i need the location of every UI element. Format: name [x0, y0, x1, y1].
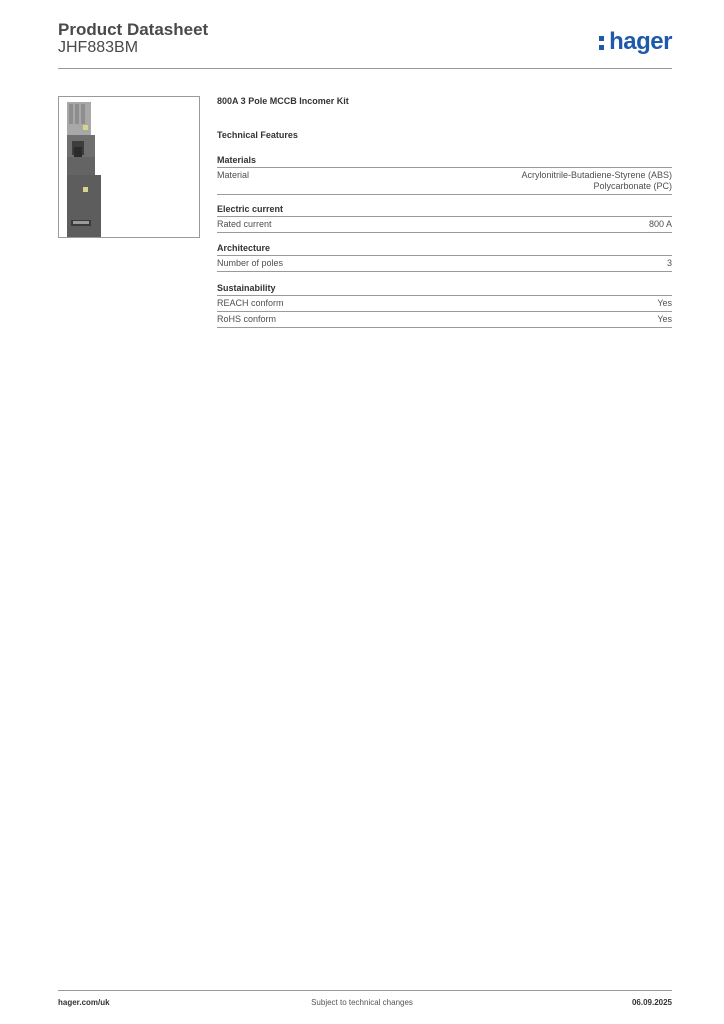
spec-label: RoHS conform — [217, 314, 277, 324]
product-reference: JHF883BM — [58, 39, 139, 56]
spec-row — [217, 168, 672, 195]
section-title: Architecture — [217, 243, 672, 256]
spec-row — [217, 296, 672, 312]
section-title: Sustainability — [217, 283, 672, 296]
spec-value-line: Yes — [657, 298, 672, 308]
spec-value-line: Yes — [657, 314, 672, 324]
section-materials — [217, 155, 672, 195]
spec-value — [217, 298, 672, 309]
footer-note: Subject to technical changes — [311, 998, 413, 1007]
page-header — [58, 20, 672, 70]
logo-text: hager — [609, 28, 672, 55]
spec-label: Material — [217, 170, 250, 180]
logo-colon-icon — [599, 28, 607, 52]
spec-value-line: Polycarbonate (PC) — [593, 181, 672, 191]
spec-row — [217, 256, 672, 272]
hager-logo — [599, 28, 672, 56]
spec-label: Number of poles — [217, 258, 284, 268]
mccb-kit-illustration — [59, 97, 199, 237]
spec-row — [217, 217, 672, 233]
spec-row — [217, 312, 672, 328]
spec-label: REACH conform — [217, 298, 284, 308]
section-architecture — [217, 243, 672, 272]
header-divider — [58, 68, 672, 69]
technical-features-heading: Technical Features — [217, 130, 298, 140]
section-sustainability — [217, 283, 672, 328]
section-title: Electric current — [217, 204, 672, 217]
section-title: Materials — [217, 155, 672, 168]
spec-value-line: 3 — [666, 258, 672, 268]
footer-divider — [58, 990, 672, 991]
section-electric-current — [217, 204, 672, 233]
spec-value — [217, 219, 672, 230]
product-name: 800A 3 Pole MCCB Incomer Kit — [217, 96, 349, 106]
document-title: Product Datasheet — [58, 20, 209, 39]
product-image — [58, 96, 200, 238]
spec-value — [217, 314, 672, 325]
spec-value-line: Acrylonitrile-Butadiene-Styrene (ABS) — [521, 170, 672, 180]
spec-value — [217, 258, 672, 269]
spec-value-line: 800 A — [648, 219, 672, 229]
spec-value — [217, 170, 672, 192]
spec-label: Rated current — [217, 219, 272, 229]
footer-website-link[interactable]: hager.com/uk — [58, 998, 110, 1007]
footer-date: 06.09.2025 — [631, 998, 672, 1007]
